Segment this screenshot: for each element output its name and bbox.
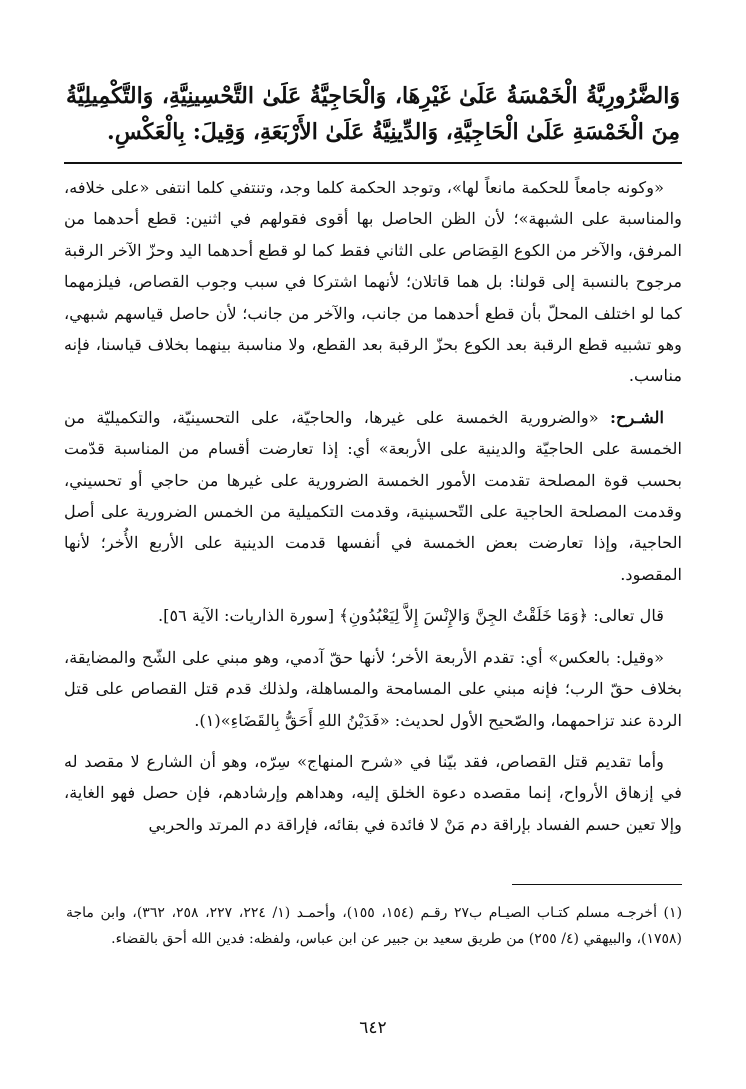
paragraph-1: «وكونه جامعاً للحكمة مانعاً لها»، وتوجد الحكمة كلما وجد، وتنتفي كلما انتفى «على خلافه، والمناسبة على الشبهة»؛ لأن الظن الحاصل بها أقوى فقولهم في اثنين: قطع أحدهما من المرفق، والآخر من الكوع القِصَاص على الثاني فقط كما لو قطع أحدهما اليد وحزّ الآخر الرقبة مرجوح بالنسبة إلى قولنا: بل هما قاتلان؛ لأنهما اشتركا في سبب وجوب القصاص، فيلزمهما كما لو اختلف المحلّ بأن قطع أحدهما من جانب، والآخر من جانب؛ لأن حاصل قياسهم شبهي، وهو تشبيه قطع الرقبة بعد الكوع بحزّ الرقبة بعد القطع، ولا مناسبة بينهما بخلاف قياسنا، فإنه مناسب.	[64, 178, 682, 386]
paragraph-4: «وقيل: بالعكس» أي: تقدم الأربعة الأخر؛ لأنها حقّ آدمي، وهو مبني على الشّح والمضايقة، بخلاف حقّ الرب؛ فإنه مبني على المسامحة والمساهلة، ولذلك قدم قتل القصاص على قتل الردة عند تزاحمهما، والصّحيح الأول لحديث: «فَدَيْنُ اللهِ أَحَقُّ بِالقَضَاءِ»(١).	[64, 647, 682, 730]
sharh-label: الشـرح:	[610, 407, 664, 427]
matn-divider	[64, 162, 682, 164]
matn-text: وَالضَّرُورِيَّةُ الْخَمْسَةُ عَلَىٰ غَيْرِهَا، وَالْحَاجِيَّةُ عَلَىٰ التَّحْسِينِيَّةِ، وَالتَّكْمِيلِيَّةُ مِنَ الْخَمْسَةِ عَلَىٰ الْحَاجِيَّةِ، وَالدِّينِيَّةُ عَلَىٰ الأَرْبَعَةِ، وَقِيلَ: بِالْعَكْسِ.	[66, 83, 680, 145]
paragraph-5: وأما تقديم قتل القصاص، فقد بيّنا في «شرح المنهاج» سِرّه، وهو أن الشارع لا مقصد له في إزهاق الأرواح، إنما مقصده دعوة الخلق إليه، وهداهم وإرشادهم، فإن حصل فهو الغاية، وإلا تعين حسم الفساد بإراقة دم مَنْ لا فائدة في بقائه، فإراقة دم المرتد والحربي	[64, 751, 682, 834]
paragraph-2: «والضرورية الخمسة على غيرها، والحاجيّة، على التحسينيّة، والتكميليّة من الخمسة على الحاجيّة والدينية على الأربعة» أي: إذا تعارضت أقسام من المناسبة قدّمت بحسب قوة المصلحة تقدمت الأمور الخمسة الضرورية على غيرها من حاجي أو تحسيني، وقدمت المصلحة الحاجية على التّحسينية، وقدمت التكميلية من الخمس الضرورية على أصل الحاجية، وإذا تعارضت بعض الخمسة في أنفسها قدمت الدينية على الأربع الأُخر؛ لأنها المقصود.	[64, 407, 682, 584]
footnote	[66, 900, 682, 952]
commentary-body	[64, 172, 682, 840]
page-number: ٦٤٢	[359, 1018, 387, 1038]
footnote-text: (١) أخرجـه مسلم كتـاب الصيـام ب٢٧ رقـم (١٥٤، ١٥٥)، وأحمـد (١/ ٢٢٤، ٢٢٧، ٢٥٨، ٣٦٢)، وابن ماجة (١٧٥٨)، والبيهقي (٤/ ٢٥٥) من طريق سعيد بن جبير عن ابن عباس، ولفظه: فدين الله أحق بالقضاء.	[66, 905, 683, 947]
paragraph-sharh	[64, 402, 682, 590]
footnote-divider	[512, 884, 682, 885]
paragraph-3: قال تعالى: ﴿وَمَا خَلَقْتُ الجِنَّ وَالإِنْسَ إِلاَّ لِيَعْبُدُونِ﴾ [سورة الذاريات: الآية ٥٦].	[157, 606, 664, 626]
